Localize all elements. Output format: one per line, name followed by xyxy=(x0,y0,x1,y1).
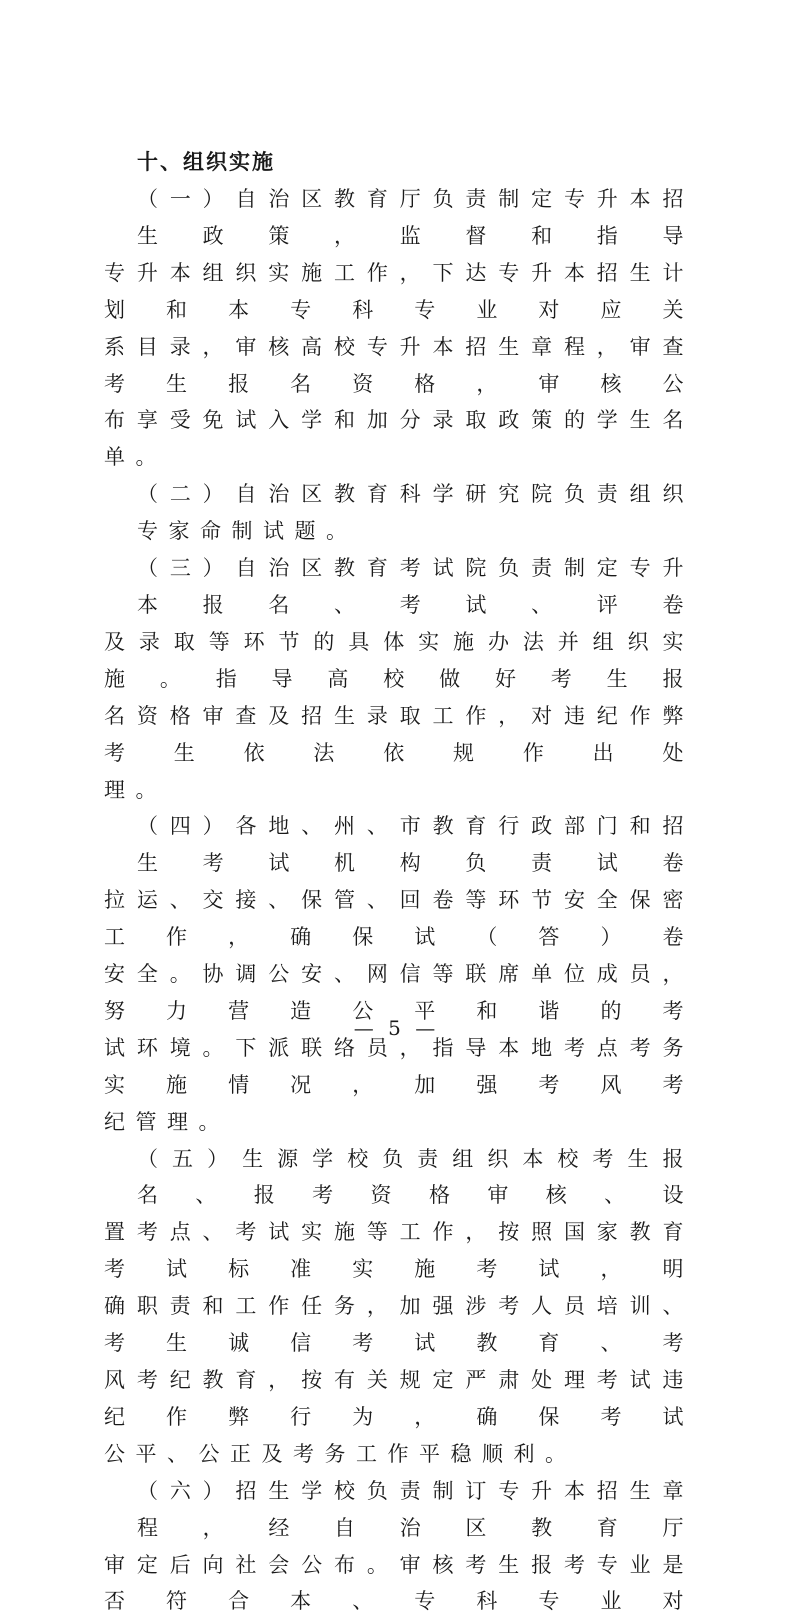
text-line: 理。 xyxy=(104,777,167,802)
text-line: 拉运、交接、保管、回卷等环节安全保密工作，确保试（答）卷 xyxy=(104,888,694,950)
section-heading: 十、组织实施 xyxy=(137,150,275,174)
paragraph xyxy=(104,1141,694,1473)
text-line: 系目录，审核高校专升本招生章程，审查考生报名资格，审核公 xyxy=(104,334,694,396)
text-line: 置考点、考试实施等工作，按照国家教育考试标准实施考试，明 xyxy=(104,1220,694,1282)
text-line: 布享受免试入学和加分录取政策的学生名单。 xyxy=(104,408,694,470)
document-body xyxy=(104,181,694,1620)
text-line: 名资格审查及招生录取工作，对违纪作弊考生依法依规作出处 xyxy=(104,703,694,765)
text-line: （二）自治区教育科学研究院负责组织专家命制试题。 xyxy=(137,482,694,544)
text-line: 及录取等环节的具体实施办法并组织实施。指导高校做好考生报 xyxy=(104,629,694,691)
text-line: （三）自治区教育考试院负责制定专升本报名、考试、评卷 xyxy=(137,556,694,617)
page-number: — 5 — xyxy=(353,1016,440,1040)
text-line: 安全。协调公安、网信等联席单位成员，努力营造公平和谐的考 xyxy=(104,962,694,1023)
text-line: （五）生源学校负责组织本校考生报名、报考资格审核、设 xyxy=(137,1146,694,1208)
paragraph xyxy=(104,476,694,550)
text-line: 试环境。下派联络员，指导本地考点考务实施情况，加强考风考 xyxy=(104,1035,694,1097)
text-line: 确职责和工作任务，加强涉考人员培训、考生诚信考试教育、考 xyxy=(104,1294,694,1356)
text-line: 纪管理。 xyxy=(104,1109,230,1134)
paragraph xyxy=(104,808,694,1140)
text-line: 审定后向社会公布。审核考生报考专业是否符合本、专科专业对 xyxy=(104,1552,694,1614)
text-line: 风考纪教育，按有关规定严肃处理考试违纪作弊行为，确保考试 xyxy=(104,1368,694,1429)
text-line: （六）招生学校负责制订专升本招生章程，经自治区教育厅 xyxy=(137,1478,694,1540)
text-line: 专升本组织实施工作，下达专升本招生计划和本专科专业对应关 xyxy=(104,260,694,322)
paragraph xyxy=(104,550,694,808)
text-line: （四）各地、州、市教育行政部门和招生考试机构负责试卷 xyxy=(137,814,694,876)
text-line: 公平、公正及考务工作平稳顺利。 xyxy=(104,1441,577,1466)
paragraph xyxy=(104,181,694,476)
paragraph xyxy=(104,1473,694,1620)
text-line: （一）自治区教育厅负责制定专升本招生政策，监督和指导 xyxy=(137,187,694,248)
